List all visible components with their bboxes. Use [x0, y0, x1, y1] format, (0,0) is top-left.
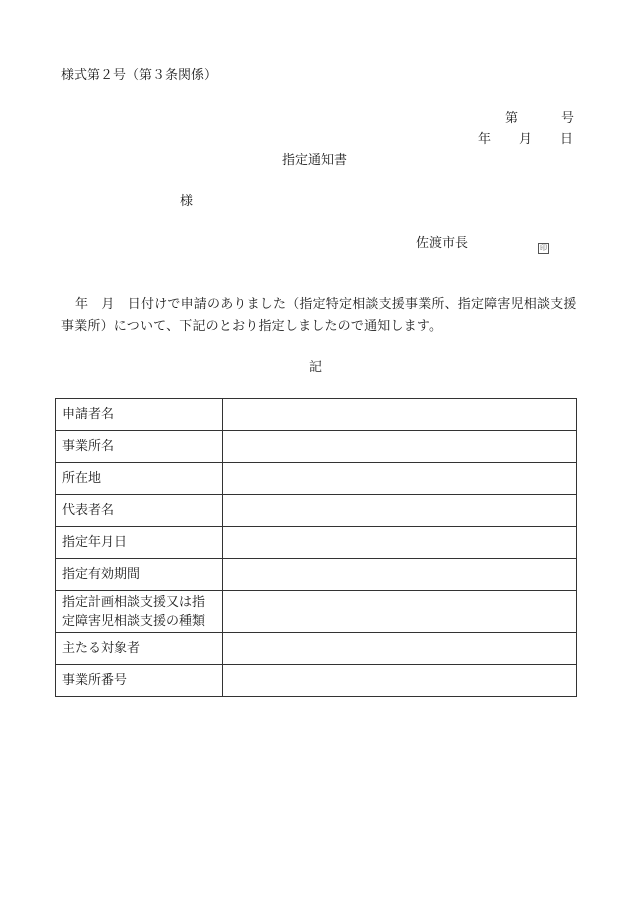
table-row [56, 559, 577, 591]
row-label: 代表者名 [56, 495, 223, 527]
issuer-name: 佐渡市長 [416, 236, 469, 251]
table-row [56, 463, 577, 495]
row-label: 指定計画相談支援又は指定障害児相談支援の種類 [56, 591, 223, 633]
row-label: 指定年月日 [56, 527, 223, 559]
row-value[interactable] [223, 431, 577, 463]
row-label: 事業所名 [56, 431, 223, 463]
table-row [56, 431, 577, 463]
row-value[interactable] [223, 527, 577, 559]
date-year: 年 [478, 132, 492, 147]
row-label: 所在地 [56, 463, 223, 495]
row-value[interactable] [223, 495, 577, 527]
date-month: 月 [519, 132, 533, 147]
row-value[interactable] [223, 399, 577, 431]
table-row [56, 527, 577, 559]
table-row [56, 591, 577, 633]
seal-mark [538, 238, 549, 255]
table-row [56, 495, 577, 527]
doc-no-suffix: 号 [561, 111, 575, 126]
row-value[interactable] [223, 665, 577, 697]
body-paragraph: 年 月 日付けで申請のありました（指定特定相談支援事業所、指定障害児相談支援事業所）について、下記のとおり指定しましたので通知します。 [61, 297, 577, 334]
info-table [55, 398, 577, 697]
row-label: 申請者名 [56, 399, 223, 431]
table-row [56, 633, 577, 665]
date-day: 日 [560, 132, 574, 147]
seal-icon: 印 [540, 244, 547, 252]
row-value[interactable] [223, 633, 577, 665]
row-value[interactable] [223, 559, 577, 591]
ki-heading: 記 [309, 360, 323, 375]
row-label: 主たる対象者 [56, 633, 223, 665]
table-row [56, 399, 577, 431]
row-label: 事業所番号 [56, 665, 223, 697]
row-label: 指定有効期間 [56, 559, 223, 591]
row-value[interactable] [223, 463, 577, 495]
row-value[interactable] [223, 591, 577, 633]
document-title: 指定通知書 [282, 153, 348, 168]
addressee-suffix: 様 [180, 194, 194, 209]
doc-no-prefix: 第 [505, 111, 519, 126]
table-row [56, 665, 577, 697]
form-number: 様式第２号（第３条関係） [61, 68, 218, 83]
body-text [61, 294, 581, 338]
